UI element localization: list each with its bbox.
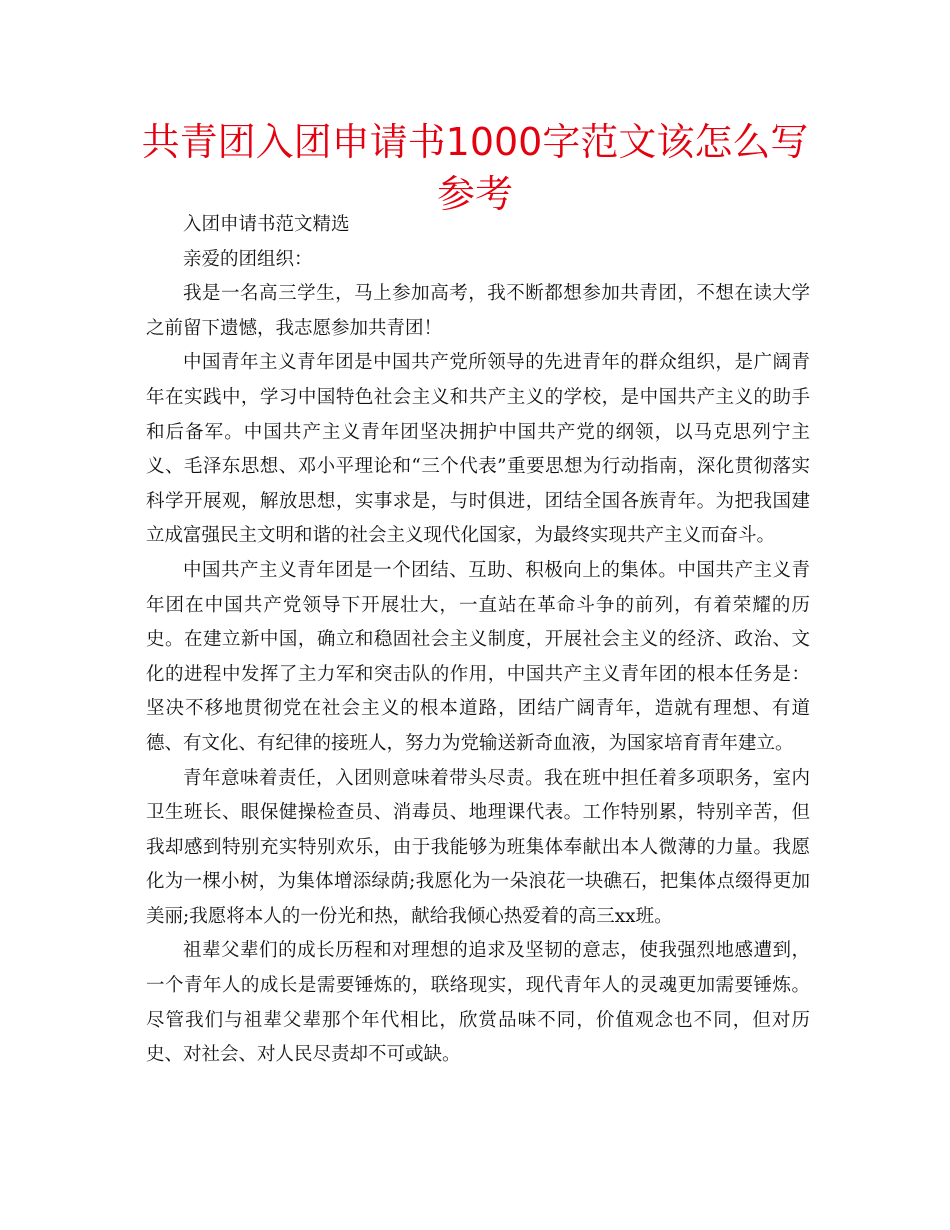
paragraph-1: 我是一名高三学生，马上参加高考，我不断都想参加共青团，不想在读大学之前留下遗憾，我志愿参加共青团！ — [146, 283, 810, 339]
paragraph-3: 中国共产主义青年团是一个团结、互助、积极向上的集体。中国共产主义青年团在中国共产党领导下开展壮大，一直站在革命斗争的前列，有着荣耀的历史。在建立新中国，确立和稳固社会主义制度，开展社会主义的经济、政治、文化的进程中发挥了主力军和突击队的作用，中国共产主义青年团的根本任务是：坚决不移地贯彻党在社会主义的根本道路，团结广阔青年，造就有理想、有道德、有文化、有纪律的接班人，努力为党输送新奇血液，为国家培育青年建立。 — [146, 559, 810, 754]
paragraph-5: 祖辈父辈们的成长历程和对理想的追求及坚韧的意志，使我强烈地感遭到，一个青年人的成长是需要锤炼的，联络现实，现代青年人的灵魂更加需要锤炼。尽管我们与祖辈父辈那个年代相比，欣赏品味不同，价值观念也不同，但对历史、对社会、对人民尽责却不可或缺。 — [146, 940, 810, 1066]
document-title: 共青团入团申请书1000字范文该怎么写参考 — [141, 120, 809, 216]
paragraph-4: 青年意味着责任，入团则意味着带头尽责。我在班中担任着多项职务，室内卫生班长、眼保健操检查员、消毒员、地理课代表。工作特别累，特别辛苦，但我却感到特别充实特别欢乐，由于我能够为班集体奉献出本人微薄的力量。我愿化为一棵小树，为集体增添绿荫;我愿化为一朵浪花一块礁石，把集体点缀得更加美丽;我愿将本人的一份光和热，献给我倾心热爱着的高三xx班。 — [146, 767, 810, 927]
subtitle-line: 入团申请书范文精选 — [183, 214, 350, 235]
document-body — [146, 208, 810, 1073]
paragraph-2: 中国青年主义青年团是中国共产党所领导的先进青年的群众组织，是广阔青年在实践中，学习中国特色社会主义和共产主义的学校，是中国共产主义的助手和后备军。中国共产主义青年团坚决拥护中国共产党的纲领，以马克思列宁主义、毛泽东思想、邓小平理论和“三个代表”重要思想为行动指南，深化贯彻落实科学开展观，解放思想，实事求是，与时俱进，团结全国各族青年。为把我国建立成富强民主文明和谐的社会主义现代化国家，为最终实现共产主义而奋斗。 — [146, 352, 810, 547]
salutation-line: 亲爱的团组织： — [183, 248, 313, 270]
